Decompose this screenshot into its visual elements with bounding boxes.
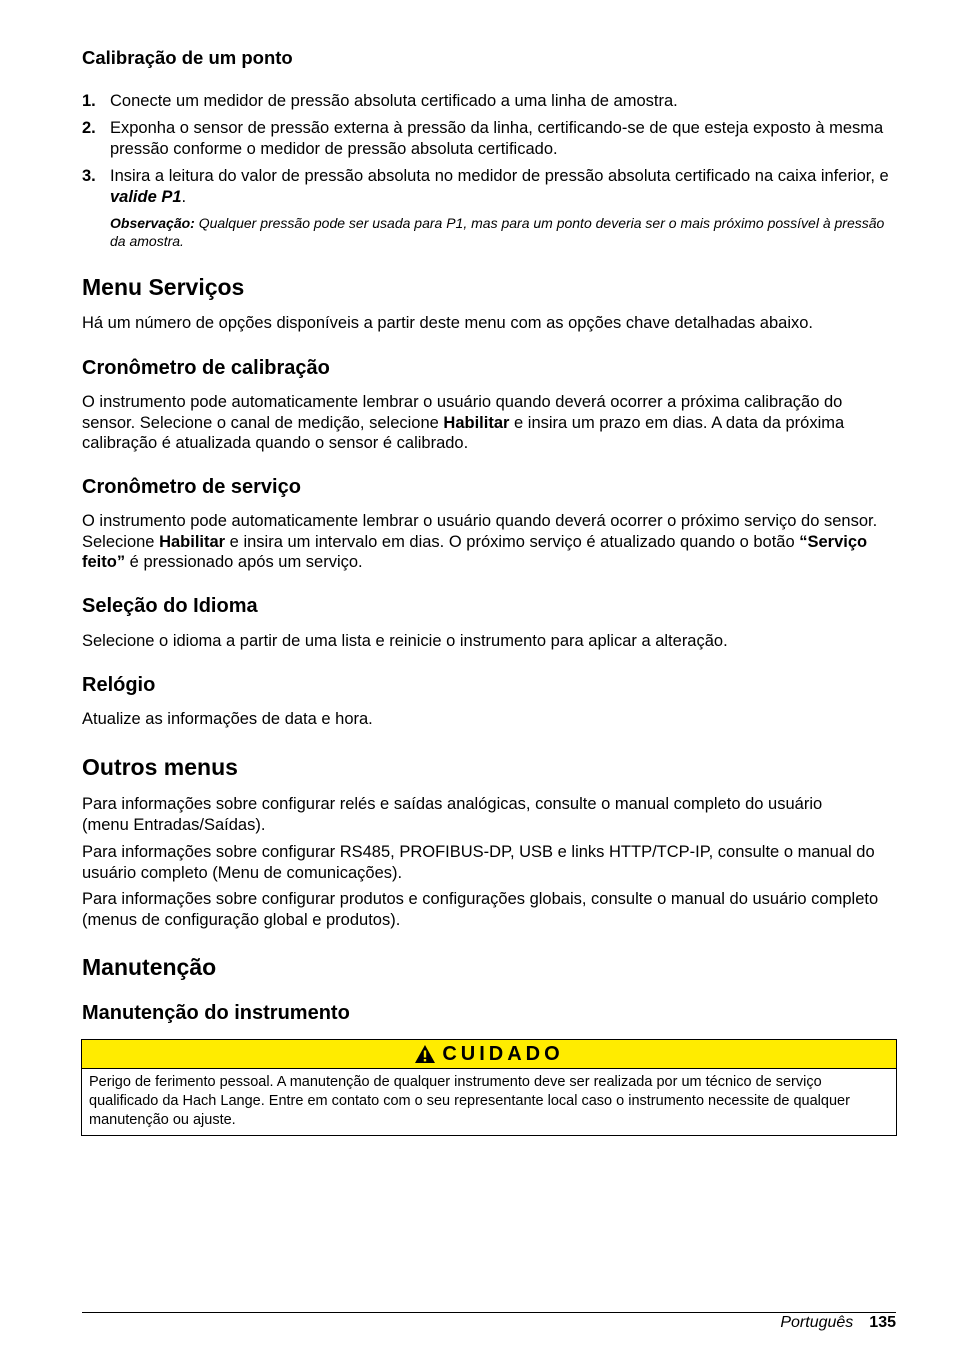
note (110, 214, 890, 250)
service-timer-text (82, 511, 900, 573)
warning-triangle-icon (414, 1044, 436, 1064)
clock-text: Atualize as informações de data e hora. (82, 710, 373, 728)
caution-header (82, 1040, 896, 1069)
enable-term: Habilitar (159, 532, 226, 551)
text-part: O instrumento pode automaticamente lembrar o usuário quando deverá ocorrer o próximo serviço do sensor. Selecione (82, 512, 878, 551)
page-footer (780, 1313, 896, 1333)
caution-text: Perigo de ferimento pessoal. A manutenção de qualquer instrumento deve ser realizada por um técnico de serviço qualificado da Hach Lange. Entre em contato com o seu representante local caso o instrumento necessite de qualquer manutenção ou ajuste. (89, 1074, 850, 1128)
other-menus-paragraph: Para informações sobre configurar RS485, PROFIBUS-DP, USB e links HTTP/TCP-IP, consulte o manual do usuário completo (Menu de comunicações). (82, 843, 875, 882)
text-part: e insira um intervalo em dias. O próximo serviço é atualizado quando o botão (225, 532, 800, 551)
step-text-part: Insira a leitura do valor de pressão absoluta no medidor de pressão absoluta certificado na caixa inferior, e (110, 167, 889, 185)
other-menus-paragraph: Para informações sobre configurar produtos e configurações globais, consulte o manual do usuário completo (menus de configuração global e produtos). (82, 890, 879, 929)
service-done-term: “Serviço feito” (82, 532, 868, 571)
footer-language: Português (780, 1314, 854, 1331)
text-part: é pressionado após um serviço. (125, 553, 363, 571)
step-number: 1. (82, 92, 96, 110)
subsection-title-calibration-timer: Cronômetro de calibração (82, 357, 330, 379)
footer-divider (82, 1312, 896, 1313)
step-number: 2. (82, 119, 96, 137)
step-number: 3. (82, 167, 96, 185)
enable-term: Habilitar (443, 413, 510, 432)
section-title-other-menus: Outros menus (82, 754, 238, 780)
note-label: Observação: (110, 215, 195, 231)
page-number: 135 (869, 1314, 896, 1331)
text-part: e insira um prazo em dias. A data da próxima calibração é atualizada quando o sensor é calibrado. (82, 413, 845, 452)
subsection-title-service-timer: Cronômetro de serviço (82, 476, 301, 498)
subsection-title-language: Seleção do Idioma (82, 595, 258, 617)
step-command: valide P1 (110, 187, 182, 206)
services-intro: Há um número de opções disponíveis a partir deste menu com as opções chave detalhadas abaixo. (82, 314, 814, 332)
other-menus-paragraph: Para informações sobre configurar relés e saídas analógicas, consulte o manual completo do usuário (menu Entradas/Saídas). (82, 795, 823, 834)
section-title-maintenance: Manutenção (82, 954, 217, 980)
step-text: Exponha o sensor de pressão externa à pressão da linha, certificando-se de que esteja exposto à mesma pressão conforme o medidor de pressão absoluta certificado. (110, 119, 884, 158)
subsection-title-clock: Relógio (82, 674, 156, 696)
step-text (110, 166, 900, 207)
section-title-services-menu: Menu Serviços (82, 274, 245, 300)
text-part: O instrumento pode automaticamente lembrar o usuário quando deverá ocorrer a próxima calibração do sensor. Selecione o canal de medição, selecione (82, 393, 843, 432)
language-text: Selecione o idioma a partir de uma lista e reinicie o instrumento para aplicar a alteração. (82, 632, 728, 650)
calibration-timer-text (82, 392, 900, 454)
section-title-one-point-calibration: Calibração de um ponto (82, 47, 293, 68)
note-text: Qualquer pressão pode ser usada para P1, mas para um ponto deveria ser o mais próximo possível à pressão da amostra. (110, 215, 885, 249)
caution-title: CUIDADO (442, 1043, 564, 1065)
step-text: Conecte um medidor de pressão absoluta certificado a uma linha de amostra. (110, 92, 678, 110)
caution-box (81, 1039, 897, 1136)
step-text-end: . (181, 187, 187, 206)
subsection-title-instrument-maintenance: Manutenção do instrumento (82, 1002, 350, 1024)
